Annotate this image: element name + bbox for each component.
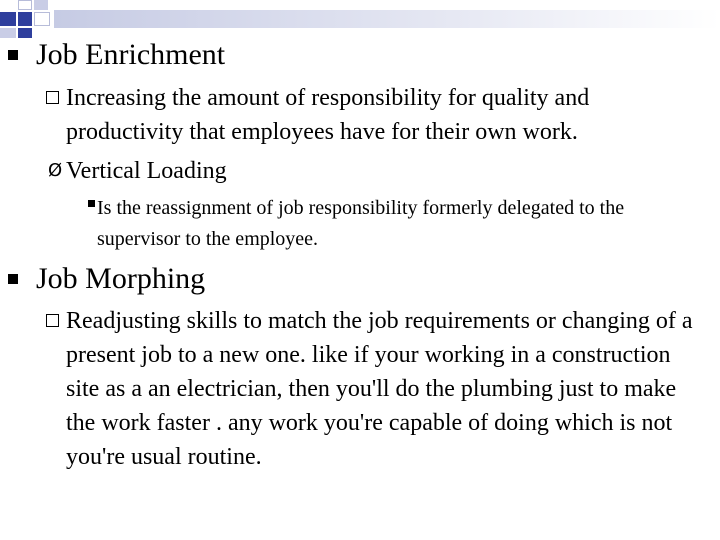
bullet-heading: Job Enrichment <box>36 38 226 71</box>
hollow-square-bullet-icon <box>46 314 59 327</box>
sub-bullet-vertical-loading <box>48 154 706 188</box>
sub-bullet-text: Vertical Loading <box>66 158 227 184</box>
decor-square-7 <box>18 28 32 38</box>
bullet-job-morphing <box>36 262 205 296</box>
square-bullet-icon <box>88 200 95 207</box>
decor-square-3 <box>0 12 16 26</box>
bullet-heading: Job Morphing <box>36 262 206 295</box>
sub-bullet-text: Increasing the amount of responsibility for quality and productivity that employees have for their own work. <box>66 85 590 145</box>
decor-square-5 <box>34 12 50 26</box>
sub-bullet-enrichment-definition <box>66 81 706 149</box>
arrow-bullet-icon: Ø <box>48 160 63 181</box>
square-bullet-icon <box>8 274 18 284</box>
square-bullet-icon <box>8 50 18 60</box>
decor-square-6 <box>0 28 16 38</box>
header-gradient-band <box>54 10 720 28</box>
decor-square-1 <box>18 0 32 10</box>
decor-square-4 <box>18 12 32 26</box>
bullet-job-enrichment <box>36 38 225 72</box>
decor-square-2 <box>34 0 48 10</box>
sub-sub-bullet-text: Is the reassignment of job responsibility formerly delegated to the supervisor to the employee. <box>97 197 625 250</box>
sub-bullet-text: Readjusting skills to match the job requirements or changing of a present job to a new one. like if your working in a construction site as a an electrician, then you'll do the plumbing just to make the work faster . any work you're capable of doing which is not you're usual routine. <box>66 308 693 470</box>
sub-sub-bullet-reassignment <box>97 193 707 255</box>
hollow-square-bullet-icon <box>46 91 59 104</box>
sub-bullet-morphing-definition <box>66 304 706 474</box>
